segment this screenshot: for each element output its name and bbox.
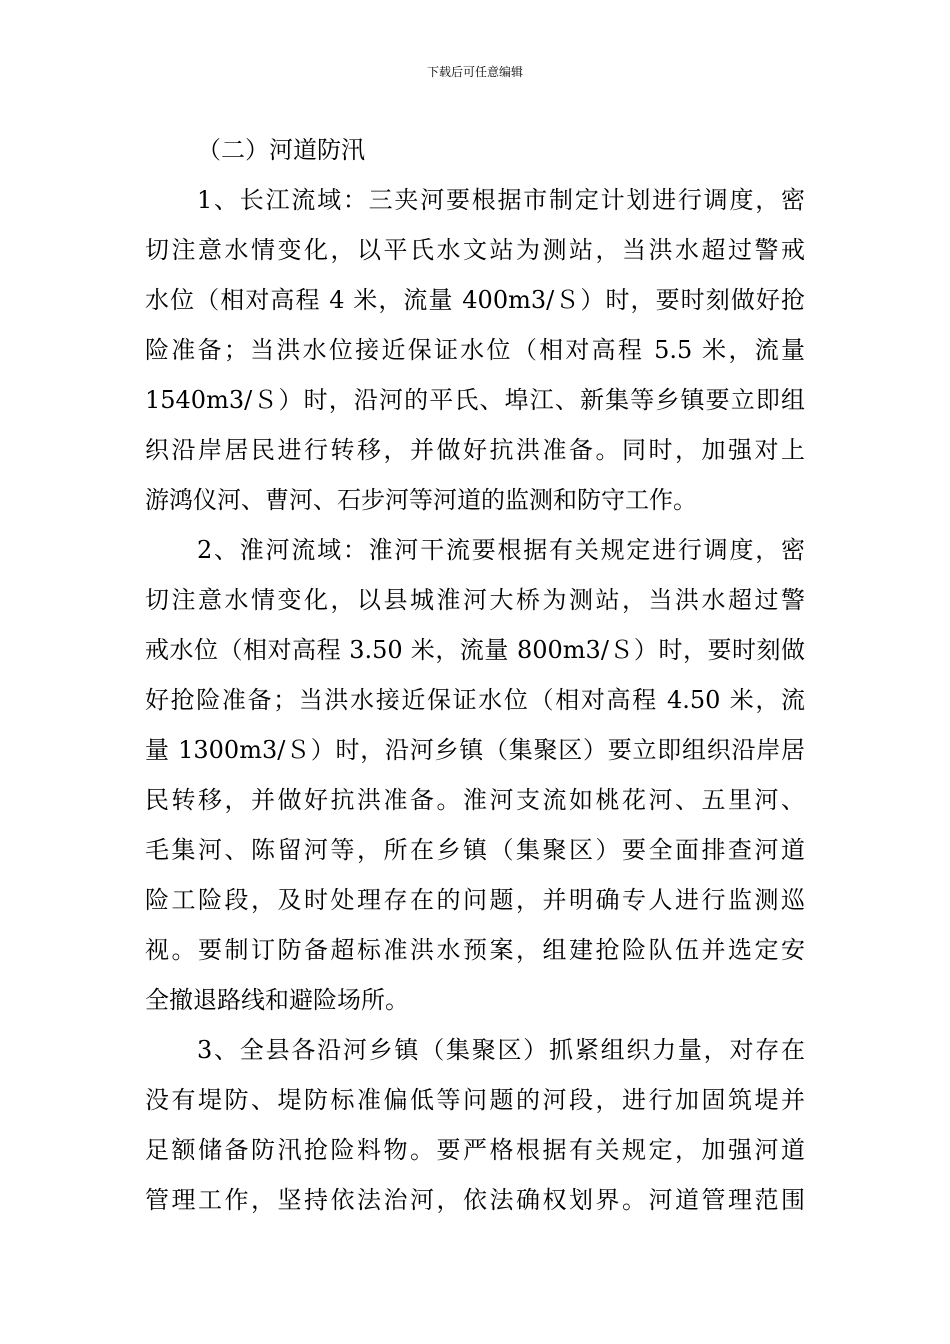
paragraph-2-line-3: 戒水位（相对高程 3.50 米，流量 800m3/Ｓ）时，要时刻做 [145, 636, 805, 664]
paragraph-1-line-5: 1540m3/Ｓ）时，沿河的平氏、埠江、新集等乡镇要立即组 [145, 386, 805, 414]
paragraph-1-line-3: 水位（相对高程 4 米，流量 400m3/Ｓ）时，要时刻做好抢 [145, 286, 805, 314]
paragraph-2-line-7: 毛集河、陈留河等，所在乡镇（集聚区）要全面排查河道 [145, 836, 805, 864]
section-heading: （二）河道防汛 [197, 136, 365, 164]
paragraph-2-line-5: 量 1300m3/Ｓ）时，沿河乡镇（集聚区）要立即组织沿岸居 [145, 736, 805, 764]
paragraph-1-line-7: 游鸿仪河、曹河、石步河等河道的监测和防守工作。 [145, 486, 697, 514]
paragraph-3-line-4: 管理工作，坚持依法治河，依法确权划界。河道管理范围 [145, 1186, 805, 1214]
paragraph-2-line-10: 全撤退路线和避险场所。 [145, 986, 409, 1014]
paragraph-2-line-8: 险工险段，及时处理存在的问题，并明确专人进行监测巡 [145, 886, 805, 914]
paragraph-2-line-6: 民转移，并做好抗洪准备。淮河支流如桃花河、五里河、 [145, 786, 805, 814]
paragraph-1-line-4: 险准备；当洪水位接近保证水位（相对高程 5.5 米，流量 [145, 336, 805, 364]
paragraph-1-line-6: 织沿岸居民进行转移，并做好抗洪准备。同时，加强对上 [145, 436, 805, 464]
paragraph-1-line-1: 1、长江流域：三夹河要根据市制定计划进行调度，密 [197, 186, 805, 214]
paragraph-3-line-2: 没有堤防、堤防标准偏低等问题的河段，进行加固筑堤并 [145, 1086, 805, 1114]
paragraph-3-line-1: 3、全县各沿河乡镇（集聚区）抓紧组织力量，对存在 [197, 1036, 805, 1064]
paragraph-2-line-4: 好抢险准备；当洪水接近保证水位（相对高程 4.50 米，流 [145, 686, 805, 714]
paragraph-3-line-3: 足额储备防汛抢险料物。要严格根据有关规定，加强河道 [145, 1136, 805, 1164]
paragraph-2-line-1: 2、淮河流域：淮河干流要根据有关规定进行调度，密 [197, 536, 805, 564]
paragraph-2-line-2: 切注意水情变化，以县城淮河大桥为测站，当洪水超过警 [145, 586, 805, 614]
header-note: 下载后可任意编辑 [426, 65, 523, 79]
paragraph-2-line-9: 视。要制订防备超标准洪水预案，组建抢险队伍并选定安 [145, 936, 805, 964]
paragraph-1-line-2: 切注意水情变化，以平氏水文站为测站，当洪水超过警戒 [145, 236, 805, 264]
